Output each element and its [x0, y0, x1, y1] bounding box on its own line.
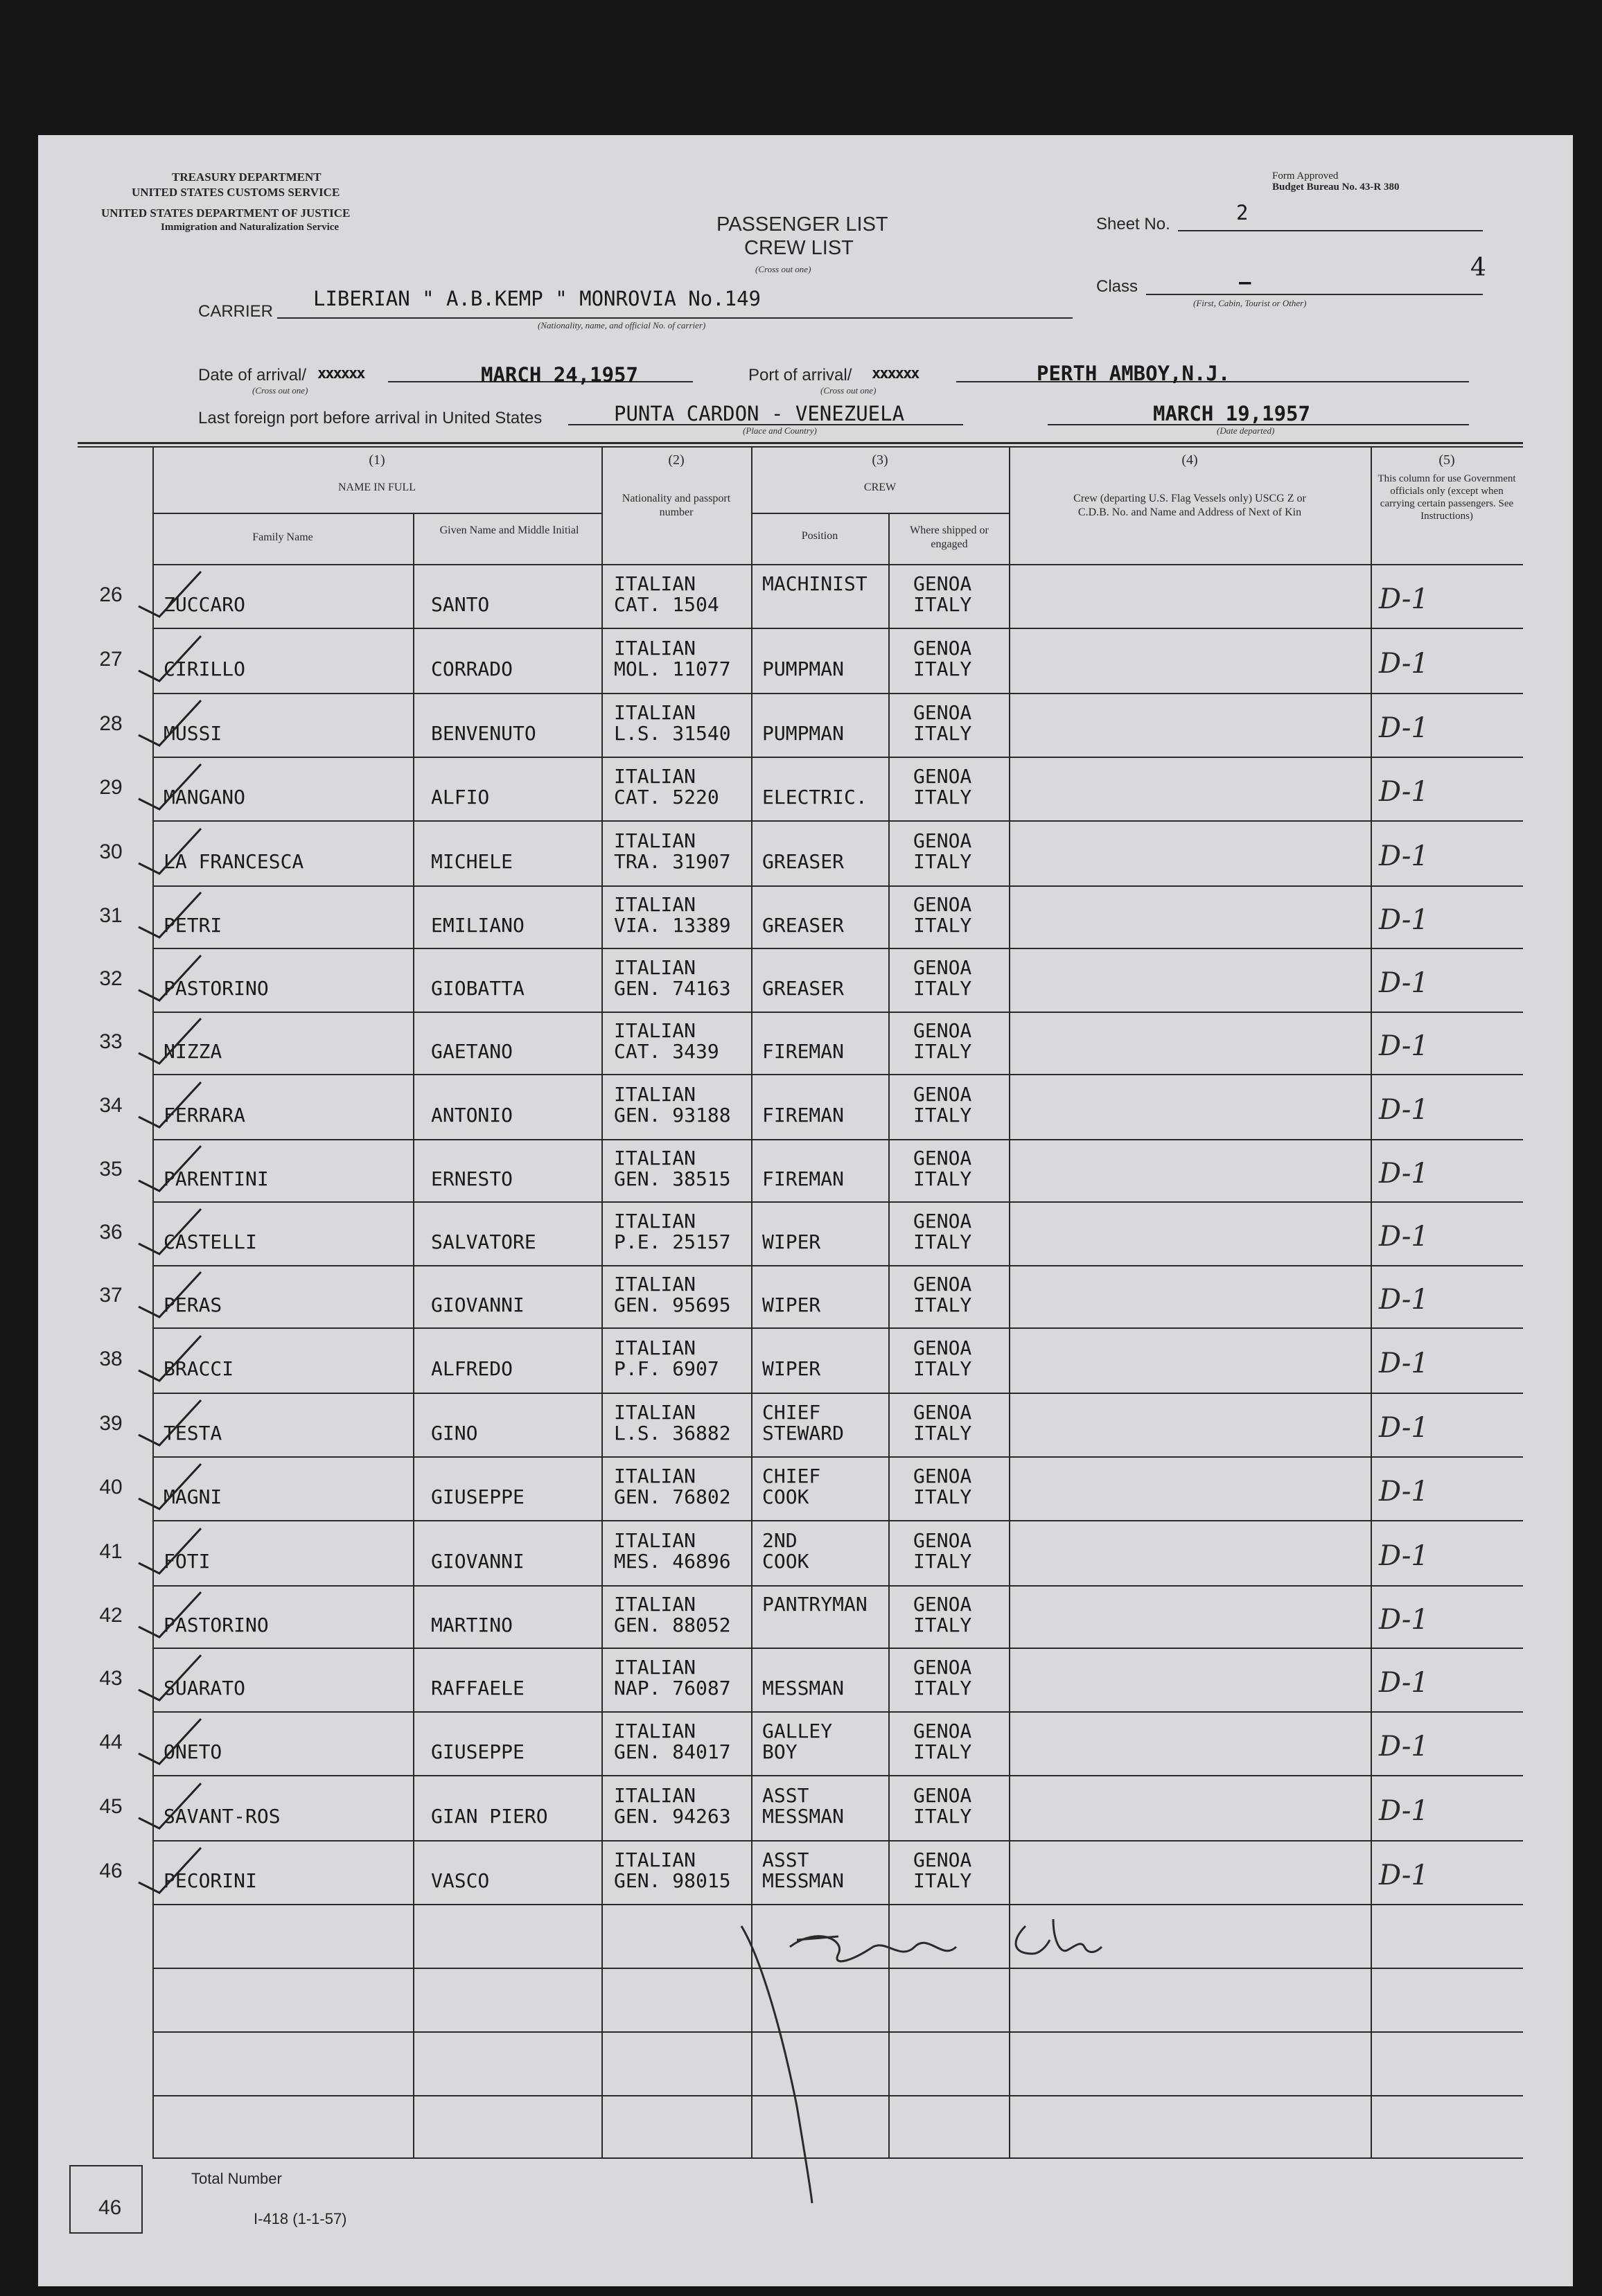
nationality: ITALIAN — [614, 572, 696, 595]
passport-number: TRA. 31907 — [614, 850, 731, 873]
shipped-country: ITALY — [913, 786, 972, 809]
official-mark: D-1 — [1379, 1030, 1429, 1062]
row-number: 37 — [99, 1284, 123, 1307]
official-mark: D-1 — [1379, 1795, 1429, 1827]
arrival-date-label: Date of arrival/ — [198, 366, 307, 385]
nationality: ITALIAN — [614, 1593, 696, 1616]
shipped-city: GENOA — [913, 893, 972, 916]
shipped-country: ITALY — [913, 593, 972, 616]
nationality: ITALIAN — [614, 893, 696, 916]
budget-bureau: Budget Bureau No. 43-R 380 — [1272, 182, 1400, 193]
shipped-country: ITALY — [913, 1104, 972, 1127]
nationality: ITALIAN — [614, 1720, 696, 1742]
shipped-country: ITALY — [913, 1550, 972, 1573]
family-name: LA FRANCESCA — [164, 850, 304, 873]
nationality: ITALIAN — [614, 765, 696, 788]
passport-number: P.F. 6907 — [614, 1357, 719, 1380]
passport-number: GEN. 94263 — [614, 1805, 731, 1828]
row-divider — [152, 1327, 1523, 1329]
given-name: GIUSEPPE — [431, 1740, 525, 1763]
row-number: 28 — [99, 712, 123, 735]
row-number: 29 — [99, 776, 123, 799]
passport-number: GEN. 76802 — [614, 1485, 731, 1508]
form-number: I-418 (1-1-57) — [254, 2210, 347, 2227]
shipped-city: GENOA — [913, 1210, 972, 1233]
row-number: 43 — [99, 1667, 123, 1690]
signature — [734, 1898, 1150, 2217]
last-port: PUNTA CARDON - VENEZUELA — [614, 402, 905, 425]
col5-title: This column for use Government officials only (except when carrying certain passengers. See Instructions) — [1377, 473, 1516, 522]
given-name: VASCO — [431, 1869, 490, 1892]
nationality: ITALIAN — [614, 701, 696, 724]
row-divider — [152, 1012, 1523, 1013]
arrival-date-hint: (Cross out one) — [252, 385, 308, 396]
sheet-number: 2 — [1236, 201, 1249, 224]
check-mark-icon — [132, 1521, 211, 1577]
family-name: PECORINI — [164, 1869, 257, 1892]
family-name: MAGNI — [164, 1485, 222, 1508]
row-divider — [152, 1648, 1523, 1649]
shipped-city: GENOA — [913, 1529, 972, 1552]
position-line1: PANTRYMAN — [762, 1593, 868, 1616]
arrival-port-struck: xxxxxx — [872, 365, 919, 382]
family-name: FERRARA — [164, 1104, 246, 1127]
shipped-city: GENOA — [913, 572, 972, 595]
given-name: EMILIANO — [431, 914, 525, 937]
carrier-value: LIBERIAN " A.B.KEMP " MONROVIA No.149 — [313, 287, 762, 310]
shipped-city: GENOA — [913, 1147, 972, 1169]
col2-number: (2) — [668, 452, 685, 468]
check-mark-icon — [132, 1075, 208, 1131]
family-name: PARENTINI — [164, 1167, 269, 1190]
family-name: BRACCI — [164, 1357, 234, 1380]
shipped-country: ITALY — [913, 657, 972, 680]
col3-title: CREW — [863, 482, 897, 493]
class-hint: (First, Cabin, Tourist or Other) — [1193, 298, 1307, 308]
departed-hint: (Date departed) — [1217, 425, 1275, 436]
position-line1: MACHINIST — [762, 572, 868, 595]
col1-title: NAME IN FULL — [338, 482, 416, 493]
given-name: ERNESTO — [431, 1167, 513, 1190]
shipped-country: ITALY — [913, 1422, 972, 1445]
position-line2: WIPER — [762, 1357, 821, 1380]
official-mark: D-1 — [1379, 1158, 1429, 1190]
row-number: 38 — [99, 1348, 123, 1370]
row-divider — [152, 693, 1523, 694]
nationality: ITALIAN — [614, 1083, 696, 1106]
position-line2: BOY — [762, 1740, 798, 1763]
position-line2: COOK — [762, 1550, 809, 1573]
nationality: ITALIAN — [614, 1147, 696, 1169]
corner-number: 4 — [1470, 254, 1486, 282]
passport-number: CAT. 1504 — [614, 593, 719, 616]
official-mark: D-1 — [1379, 1604, 1429, 1636]
check-mark-icon — [132, 822, 208, 877]
shipped-country: ITALY — [913, 1677, 972, 1699]
passport-number: L.S. 36882 — [614, 1422, 731, 1445]
given-name: MARTINO — [431, 1614, 513, 1636]
passport-number: GEN. 88052 — [614, 1614, 731, 1636]
family-name: SAVANT-ROS — [164, 1805, 281, 1828]
family-name: CIRILLO — [164, 657, 246, 680]
check-mark-icon — [132, 629, 208, 685]
shipped-country: ITALY — [913, 722, 972, 745]
official-mark: D-1 — [1379, 840, 1429, 872]
shipped-country: ITALY — [913, 1040, 972, 1063]
family-name: CASTELLI — [164, 1230, 257, 1253]
official-mark: D-1 — [1379, 1476, 1429, 1508]
total-value: 46 — [98, 2196, 122, 2219]
official-mark: D-1 — [1379, 1731, 1429, 1763]
position-line2: FIREMAN — [762, 1104, 845, 1127]
crew-list-title: CREW LIST — [744, 237, 854, 259]
position-line2: MESSMAN — [762, 1677, 845, 1699]
carrier-label: CARRIER — [198, 302, 274, 321]
row-number: 39 — [99, 1412, 123, 1435]
check-mark-icon — [132, 1012, 208, 1067]
position-line2: WIPER — [762, 1293, 821, 1316]
position-line2: PUMPMAN — [762, 722, 845, 745]
check-mark-icon — [132, 1712, 208, 1767]
carrier-hint: (Nationality, name, and official No. of carrier) — [538, 320, 706, 330]
shipped-city: GENOA — [913, 637, 972, 660]
department-of-justice: UNITED STATES DEPARTMENT OF JUSTICE — [101, 206, 351, 220]
row-number: 41 — [99, 1540, 123, 1563]
position-line1: CHIEF — [762, 1465, 821, 1487]
position-line2: WIPER — [762, 1230, 821, 1253]
position-header: Position — [801, 530, 838, 542]
arrival-date-struck: xxxxxx — [317, 365, 364, 382]
passport-number: MOL. 11077 — [614, 657, 731, 680]
row-number: 31 — [99, 904, 123, 927]
row-divider — [152, 1393, 1523, 1394]
row-divider — [152, 1711, 1523, 1713]
position-line2: FIREMAN — [762, 1040, 845, 1063]
official-mark: D-1 — [1379, 776, 1429, 808]
row-number: 33 — [99, 1030, 123, 1053]
nationality: ITALIAN — [614, 956, 696, 979]
position-line2: FIREMAN — [762, 1167, 845, 1190]
last-port-hint: (Place and Country) — [743, 425, 817, 436]
shipped-city: GENOA — [913, 1083, 972, 1106]
given-name: SANTO — [431, 593, 490, 616]
nationality: ITALIAN — [614, 1401, 696, 1424]
position-line1: ASST — [762, 1784, 809, 1807]
row-number: 44 — [99, 1731, 123, 1754]
shipped-country: ITALY — [913, 914, 972, 937]
check-mark-icon — [132, 948, 208, 1004]
official-mark: D-1 — [1379, 583, 1429, 615]
shipped-city: GENOA — [913, 701, 972, 724]
shipped-country: ITALY — [913, 850, 972, 873]
check-mark-icon — [132, 565, 208, 620]
shipped-country: ITALY — [913, 1805, 972, 1828]
nationality: ITALIAN — [614, 1273, 696, 1296]
official-mark: D-1 — [1379, 1094, 1429, 1126]
shipped-country: ITALY — [913, 1869, 972, 1892]
row-number: 42 — [99, 1604, 123, 1627]
nationality: ITALIAN — [614, 1210, 696, 1233]
row-divider — [152, 1074, 1523, 1075]
position-line2: ELECTRIC. — [762, 786, 868, 809]
given-name-header: Given Name and Middle Initial — [439, 524, 579, 536]
nationality: ITALIAN — [614, 1656, 696, 1679]
shipped-city: GENOA — [913, 1848, 972, 1871]
arrival-date: MARCH 24,1957 — [481, 363, 638, 387]
row-number: 36 — [99, 1221, 123, 1244]
row-number: 30 — [99, 840, 123, 863]
shipped-city: GENOA — [913, 1336, 972, 1359]
shipped-country: ITALY — [913, 1293, 972, 1316]
given-name: GIOVANNI — [431, 1550, 525, 1573]
given-name: RAFFAELE — [431, 1677, 525, 1699]
check-mark-icon — [132, 1585, 208, 1641]
col5-number: (5) — [1438, 452, 1455, 468]
nationality: ITALIAN — [614, 1848, 696, 1871]
given-name: GIOVANNI — [431, 1293, 525, 1316]
check-mark-icon — [132, 1393, 208, 1449]
shipped-city: GENOA — [913, 1401, 972, 1424]
row-number: 35 — [99, 1158, 123, 1181]
cross-out-hint: (Cross out one) — [755, 264, 811, 274]
shipped-city: GENOA — [913, 1593, 972, 1616]
position-line2: GREASER — [762, 977, 845, 1000]
official-mark: D-1 — [1379, 967, 1429, 999]
position-line1: GALLEY — [762, 1720, 833, 1742]
official-mark: D-1 — [1379, 648, 1429, 680]
row-number: 34 — [99, 1094, 123, 1117]
official-mark: D-1 — [1379, 1284, 1429, 1316]
immigration-service: Immigration and Naturalization Service — [161, 222, 340, 233]
customs-service: UNITED STATES CUSTOMS SERVICE — [132, 186, 340, 199]
passport-number: GEN. 84017 — [614, 1740, 731, 1763]
row-number: 46 — [99, 1860, 123, 1882]
shipped-country: ITALY — [913, 977, 972, 1000]
passport-number: L.S. 31540 — [614, 722, 731, 745]
passport-number: CAT. 5220 — [614, 786, 719, 809]
family-name: PERAS — [164, 1293, 222, 1316]
family-name: PETRI — [164, 914, 222, 937]
nationality: ITALIAN — [614, 1784, 696, 1807]
row-number: 32 — [99, 967, 123, 990]
position-line2: STEWARD — [762, 1422, 845, 1445]
shipped-country: ITALY — [913, 1357, 972, 1380]
position-line2: GREASER — [762, 914, 845, 937]
arrival-port-hint: (Cross out one) — [820, 385, 877, 396]
shipped-city: GENOA — [913, 956, 972, 979]
departed-date: MARCH 19,1957 — [1153, 402, 1310, 425]
col2-title: Nationality and passport number — [622, 493, 731, 518]
family-name: FOTI — [164, 1550, 211, 1573]
position-line2: MESSMAN — [762, 1805, 845, 1828]
shipped-city: GENOA — [913, 1019, 972, 1042]
nationality: ITALIAN — [614, 1465, 696, 1487]
position-line1: ASST — [762, 1848, 809, 1871]
nationality: ITALIAN — [614, 1529, 696, 1552]
check-mark-icon — [132, 1329, 208, 1384]
check-mark-icon — [132, 1841, 208, 1896]
check-mark-icon — [132, 1139, 208, 1194]
passport-number: CAT. 3439 — [614, 1040, 719, 1063]
passenger-list-title: PASSENGER LIST — [716, 213, 888, 236]
row-divider — [152, 885, 1523, 887]
col4-number: (4) — [1181, 452, 1198, 468]
family-name-header: Family Name — [252, 531, 313, 543]
official-mark: D-1 — [1379, 904, 1429, 936]
shipped-country: ITALY — [913, 1614, 972, 1636]
family-name: TESTA — [164, 1422, 222, 1445]
given-name: BENVENUTO — [431, 722, 536, 745]
shipped-city: GENOA — [913, 1720, 972, 1742]
official-mark: D-1 — [1379, 1540, 1429, 1572]
row-divider — [152, 1201, 1523, 1203]
check-mark-icon — [132, 1265, 208, 1321]
shipped-city: GENOA — [913, 1273, 972, 1296]
row-divider — [152, 1585, 1523, 1587]
shipped-header: Where shipped or engaged — [910, 524, 989, 550]
official-mark: D-1 — [1379, 1667, 1429, 1699]
passport-number: GEN. 74163 — [614, 977, 731, 1000]
family-name: MANGANO — [164, 786, 246, 809]
passport-number: NAP. 76087 — [614, 1677, 731, 1699]
treasury-department: TREASURY DEPARTMENT — [172, 170, 322, 184]
given-name: GIAN PIERO — [431, 1805, 548, 1828]
sheet-label: Sheet No. — [1096, 215, 1170, 233]
family-name: ZUCCARO — [164, 593, 246, 616]
row-divider — [152, 1840, 1523, 1842]
passport-number: GEN. 95695 — [614, 1293, 731, 1316]
nationality: ITALIAN — [614, 1336, 696, 1359]
check-mark-icon — [132, 885, 208, 941]
col4-title: Crew (departing U.S. Flag Vessels only) USCG Z or C.D.B. No. and Name and Address of Next of Kin — [1073, 493, 1306, 518]
row-divider — [152, 1265, 1523, 1266]
check-mark-icon — [132, 694, 208, 749]
arrival-port-label: Port of arrival/ — [748, 366, 852, 385]
official-mark: D-1 — [1379, 1860, 1429, 1891]
row-number: 27 — [99, 648, 123, 671]
position-line1: CHIEF — [762, 1401, 821, 1424]
position-line2: GREASER — [762, 850, 845, 873]
row-divider — [152, 628, 1523, 629]
row-divider — [152, 1139, 1523, 1140]
given-name: GIUSEPPE — [431, 1485, 525, 1508]
check-mark-icon — [132, 1202, 208, 1257]
row-divider — [152, 1456, 1523, 1458]
passport-number: MES. 46896 — [614, 1550, 731, 1573]
class-value: – — [1239, 270, 1251, 294]
given-name: CORRADO — [431, 657, 513, 680]
passport-number: VIA. 13389 — [614, 914, 731, 937]
row-number: 45 — [99, 1795, 123, 1818]
shipped-country: ITALY — [913, 1485, 972, 1508]
given-name: GINO — [431, 1422, 478, 1445]
check-mark-icon — [132, 1776, 208, 1832]
shipped-country: ITALY — [913, 1740, 972, 1763]
check-mark-icon — [132, 757, 208, 813]
official-mark: D-1 — [1379, 1221, 1429, 1253]
row-divider — [152, 757, 1523, 758]
official-mark: D-1 — [1379, 712, 1429, 744]
given-name: GAETANO — [431, 1040, 513, 1063]
shipped-city: GENOA — [913, 829, 972, 852]
shipped-city: GENOA — [913, 1465, 972, 1487]
family-name: PASTORINO — [164, 1614, 269, 1636]
row-divider — [152, 948, 1523, 949]
position-line1: 2ND — [762, 1529, 798, 1552]
form-approved: Form Approved — [1272, 170, 1339, 182]
passport-number: GEN. 93188 — [614, 1104, 731, 1127]
passport-number: GEN. 38515 — [614, 1167, 731, 1190]
passport-number: P.E. 25157 — [614, 1230, 731, 1253]
passport-number: GEN. 98015 — [614, 1869, 731, 1892]
position-line2: COOK — [762, 1485, 809, 1508]
total-label: Total Number — [191, 2170, 282, 2187]
official-mark: D-1 — [1379, 1412, 1429, 1444]
col3-number: (3) — [872, 452, 888, 468]
shipped-city: GENOA — [913, 1784, 972, 1807]
last-port-label: Last foreign port before arrival in United States — [198, 409, 543, 427]
row-divider — [152, 1775, 1523, 1776]
given-name: GIOBATTA — [431, 977, 525, 1000]
check-mark-icon — [132, 1457, 208, 1512]
given-name: ALFIO — [431, 786, 490, 809]
given-name: MICHELE — [431, 850, 513, 873]
row-number: 40 — [99, 1476, 123, 1499]
shipped-city: GENOA — [913, 1656, 972, 1679]
family-name: NIZZA — [164, 1040, 222, 1063]
family-name: ONETO — [164, 1740, 222, 1763]
given-name: ANTONIO — [431, 1104, 513, 1127]
family-name: SUARATO — [164, 1677, 246, 1699]
col1-number: (1) — [369, 452, 385, 468]
nationality: ITALIAN — [614, 1019, 696, 1042]
shipped-country: ITALY — [913, 1230, 972, 1253]
shipped-city: GENOA — [913, 765, 972, 788]
given-name: ALFREDO — [431, 1357, 513, 1380]
row-divider — [152, 1520, 1523, 1521]
shipped-country: ITALY — [913, 1167, 972, 1190]
family-name: MUSSI — [164, 722, 222, 745]
row-number: 26 — [99, 583, 123, 606]
check-mark-icon — [132, 1648, 208, 1704]
given-name: SALVATORE — [431, 1230, 536, 1253]
nationality: ITALIAN — [614, 637, 696, 660]
official-mark: D-1 — [1379, 1348, 1429, 1379]
position-line2: MESSMAN — [762, 1869, 845, 1892]
position-line2: PUMPMAN — [762, 657, 845, 680]
arrival-port: PERTH AMBOY,N.J. — [1037, 362, 1231, 385]
family-name: PASTORINO — [164, 977, 269, 1000]
nationality: ITALIAN — [614, 829, 696, 852]
class-label: Class — [1096, 277, 1138, 296]
row-divider — [152, 820, 1523, 822]
